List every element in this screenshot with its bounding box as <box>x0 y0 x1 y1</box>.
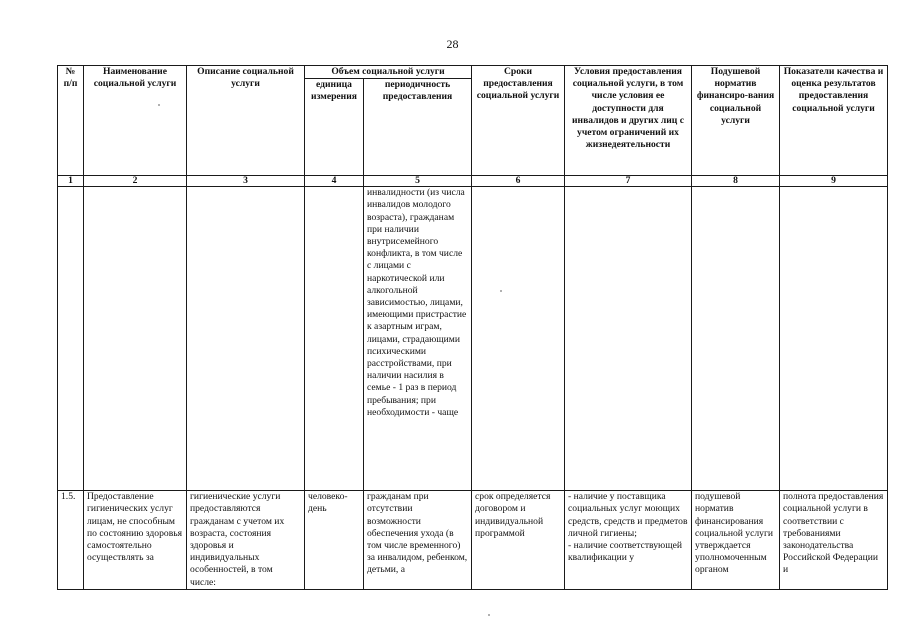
column-number: 3 <box>187 176 305 187</box>
header-name: Наименование социальной услуги <box>84 66 187 176</box>
scan-speck <box>500 290 502 292</box>
table-row-continuation <box>58 187 888 491</box>
header-unit: единица измерения <box>305 79 364 176</box>
header-conditions: Условия предоставления социальной услуги, в том числе условия ее доступности для инвалидов и других лиц с учетом ограничений их жизнедеятельности <box>565 66 692 176</box>
column-number: 7 <box>565 176 692 187</box>
cell-terms: срок определяется договором и индивидуальной программой <box>472 491 565 590</box>
header-periodicity: периодичность предоставления <box>364 79 472 176</box>
cell-empty <box>187 187 305 491</box>
cell-empty <box>472 187 565 491</box>
column-number: 6 <box>472 176 565 187</box>
header-num: № п/п <box>58 66 84 176</box>
cell-description: гигиенические услуги предоставляются гражданам с учетом их возраста, состояния здоровья и индивидуальных особенностей, в том числе: <box>187 491 305 590</box>
header-norm: Подушевой норматив финансиро-вания социальной услуги <box>692 66 780 176</box>
cell-empty <box>305 187 364 491</box>
header-quality: Показатели качества и оценка результатов предоставления социальной услуги <box>780 66 888 176</box>
page-number: 28 <box>446 37 459 51</box>
cell-empty <box>780 187 888 491</box>
cell-quality: полнота предоставления социальной услуги в соответствии с требованиями законодательства Российской Федерации и <box>780 491 888 590</box>
cell-empty <box>84 187 187 491</box>
header-description: Описание социальной услуги <box>187 66 305 176</box>
column-number: 8 <box>692 176 780 187</box>
header-volume-group: Объем социальной услуги <box>305 66 472 79</box>
cell-empty <box>565 187 692 491</box>
cell-unit: человеко-день <box>305 491 364 590</box>
table-row-1-5 <box>58 491 888 590</box>
column-number: 2 <box>84 176 187 187</box>
cell-name: Предоставление гигиенических услуг лицам, не способным по состоянию здоровья самостоятельно осуществлять за <box>84 491 187 590</box>
column-number: 5 <box>364 176 472 187</box>
header-terms: Сроки предоставления социальной услуги <box>472 66 565 176</box>
cell-conditions: - наличие у поставщика социальных услуг моющих средств, средств и предметов личной гигиены; - наличие соответствующей квалификации у <box>565 491 692 590</box>
scan-speck <box>158 104 160 106</box>
column-number: 4 <box>305 176 364 187</box>
cell-empty <box>58 187 84 491</box>
column-number: 9 <box>780 176 888 187</box>
cell-periodicity: гражданам при отсутствии возможности обеспечения ухода (в том числе временного) за инвалидом, ребенком, детьми, а <box>364 491 472 590</box>
scan-speck <box>488 614 490 616</box>
cell-norm: подушевой норматив финансирования социальной услуги утверждается уполномоченным органом <box>692 491 780 590</box>
column-number: 1 <box>58 176 84 187</box>
services-table <box>57 65 888 590</box>
cell-periodicity: инвалидности (из числа инвалидов молодого возраста), гражданам при наличии внутрисемейного конфликта, в том числе с лицами с наркотической или алкогольной зависимостью, лицами, имеющими пристрастие к азартным играм, лицами, страдающими психическими расстройствами, при наличии насилия в семье - 1 раз в период пребывания; при необходимости - чаще <box>364 187 472 491</box>
cell-num: 1.5. <box>58 491 84 590</box>
cell-empty <box>692 187 780 491</box>
